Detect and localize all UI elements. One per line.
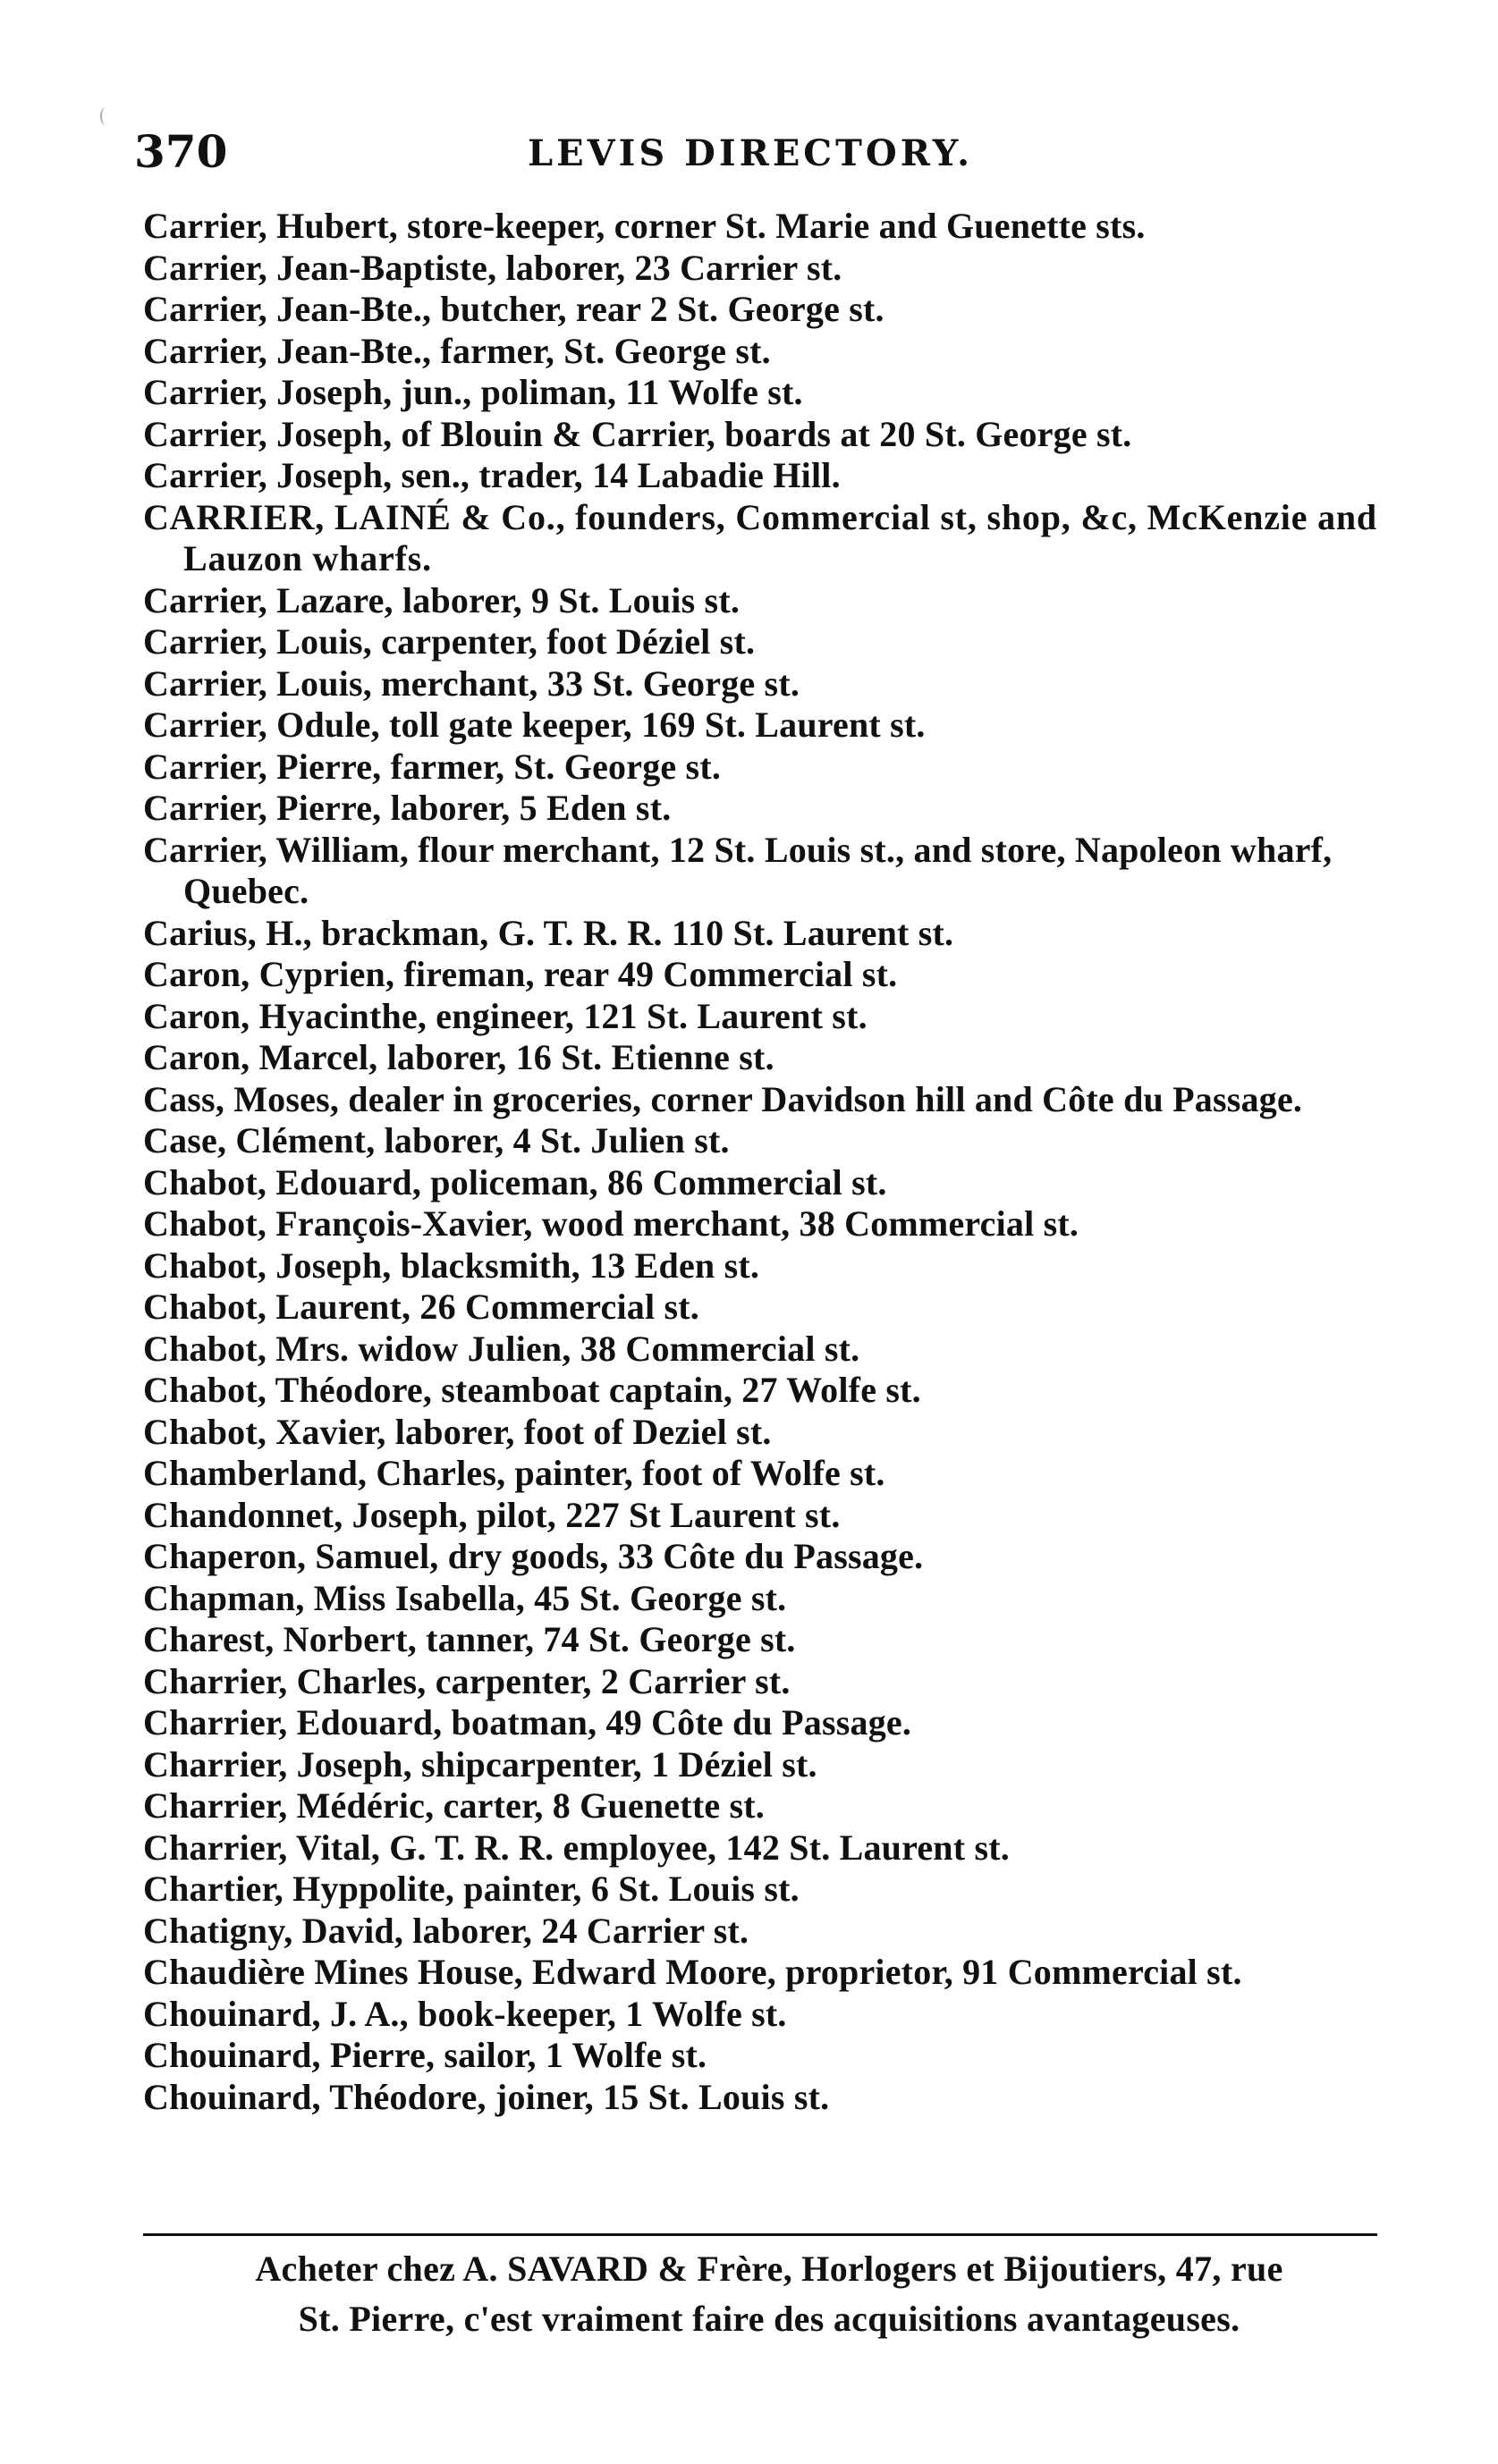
- page-number: 370: [134, 125, 228, 178]
- directory-entry: Charrier, Vital, G. T. R. R. employee, 142 St. Laurent st.: [143, 1827, 1010, 1868]
- directory-entry: Carrier, Pierre, laborer, 5 Eden st.: [143, 788, 672, 828]
- directory-entry: Chabot, Mrs. widow Julien, 38 Commercial st.: [143, 1328, 860, 1369]
- directory-entry: Chouinard, J. A., book-keeper, 1 Wolfe st.: [143, 1993, 787, 2034]
- directory-entry: Carrier, Jean-Baptiste, laborer, 23 Carrier st.: [143, 247, 842, 288]
- directory-entry: Carrier, William, flour merchant, 12 St. Louis st., and store, Napoleon wharf, Quebec.: [143, 829, 1333, 911]
- directory-entry: Chabot, Théodore, steamboat captain, 27 Wolfe st.: [143, 1370, 921, 1410]
- directory-entry: Carrier, Odule, toll gate keeper, 169 St. Laurent st.: [143, 705, 926, 745]
- footer-advertisement: [143, 2244, 1395, 2344]
- directory-entry: Charest, Norbert, tanner, 74 St. George st.: [143, 1619, 796, 1659]
- directory-entry: Chaudière Mines House, Edward Moore, proprietor, 91 Commercial st.: [143, 1952, 1242, 1992]
- directory-entry: Caron, Marcel, laborer, 16 St. Etienne st.: [143, 1037, 774, 1077]
- advertisement-line-2: St. Pierre, c'est vraiment faire des acquisitions avantageuses.: [298, 2299, 1240, 2339]
- directory-entry: Case, Clément, laborer, 4 St. Julien st.: [143, 1120, 730, 1160]
- directory-entry: Charrier, Charles, carpenter, 2 Carrier st.: [143, 1660, 791, 1701]
- directory-entry: Carrier, Lazare, laborer, 9 St. Louis st.: [143, 579, 741, 620]
- directory-entry-firm: CARRIER, LAINÉ & Co., founders, Commercial st, shop, &c, McKenzie and Lauzon wharfs.: [143, 496, 1377, 578]
- directory-entry: Carius, H., brackman, G. T. R. R. 110 St. Laurent st.: [143, 912, 954, 953]
- directory-entry: Chatigny, David, laborer, 24 Carrier st.: [143, 1910, 749, 1951]
- directory-entry: Chouinard, Pierre, sailor, 1 Wolfe st.: [143, 2035, 707, 2075]
- directory-entry: Chaperon, Samuel, dry goods, 33 Côte du Passage.: [143, 1536, 924, 1576]
- footer-divider: [143, 2233, 1377, 2236]
- directory-entry: Carrier, Joseph, sen., trader, 14 Labadie Hill.: [143, 455, 841, 495]
- directory-entry: Chabot, François-Xavier, wood merchant, 38 Commercial st.: [143, 1203, 1079, 1244]
- directory-entry: Carrier, Jean-Bte., farmer, St. George st.: [143, 330, 771, 371]
- directory-entry: Caron, Hyacinthe, engineer, 121 St. Laurent st.: [143, 995, 867, 1036]
- directory-entry: Charrier, Edouard, boatman, 49 Côte du Passage.: [143, 1702, 912, 1743]
- directory-entry: Chapman, Miss Isabella, 45 St. George st.: [143, 1577, 787, 1618]
- directory-entry: Chabot, Joseph, blacksmith, 13 Eden st.: [143, 1245, 760, 1286]
- directory-entry: Chamberland, Charles, painter, foot of Wolfe st.: [143, 1453, 885, 1493]
- directory-entries: [143, 206, 1395, 2118]
- running-title: LEVIS DIRECTORY.: [528, 132, 974, 174]
- directory-entry: Caron, Cyprien, fireman, rear 49 Commercial st.: [143, 954, 898, 994]
- directory-entry: Chabot, Edouard, policeman, 86 Commercial st.: [143, 1161, 887, 1202]
- directory-entry: Carrier, Hubert, store-keeper, corner St. Marie and Guenette sts.: [143, 206, 1146, 246]
- directory-entry: Chabot, Xavier, laborer, foot of Deziel st.: [143, 1411, 772, 1452]
- directory-entry: Chartier, Hyppolite, painter, 6 St. Louis st.: [143, 1869, 800, 1909]
- directory-entry: Carrier, Jean-Bte., butcher, rear 2 St. George st.: [143, 289, 884, 329]
- directory-entry: Carrier, Louis, merchant, 33 St. George st.: [143, 662, 800, 704]
- directory-entry: Cass, Moses, dealer in groceries, corner Davidson hill and Côte du Passage.: [143, 1078, 1303, 1119]
- directory-entry: Chouinard, Théodore, joiner, 15 St. Louis st.: [143, 2076, 830, 2117]
- directory-entry: Carrier, Joseph, of Blouin & Carrier, boards at 20 St. George st.: [143, 413, 1132, 454]
- directory-entry: Chabot, Laurent, 26 Commercial st.: [143, 1287, 699, 1327]
- directory-entry: Carrier, Joseph, jun., poliman, 11 Wolfe st.: [143, 372, 803, 412]
- directory-entry: Carrier, Louis, carpenter, foot Déziel st.: [143, 621, 756, 662]
- print-mark: [100, 107, 111, 125]
- directory-entry: Chandonnet, Joseph, pilot, 227 St Laurent st.: [143, 1494, 841, 1535]
- page-header: [134, 125, 1386, 179]
- advertisement-line-1: Acheter chez A. SAVARD & Frère, Horlogers et Bijoutiers, 47, rue: [255, 2249, 1283, 2289]
- directory-entry: Charrier, Médéric, carter, 8 Guenette st.: [143, 1785, 765, 1826]
- directory-entry: Charrier, Joseph, shipcarpenter, 1 Déziel st.: [143, 1743, 817, 1785]
- directory-entry: Carrier, Pierre, farmer, St. George st.: [143, 746, 722, 787]
